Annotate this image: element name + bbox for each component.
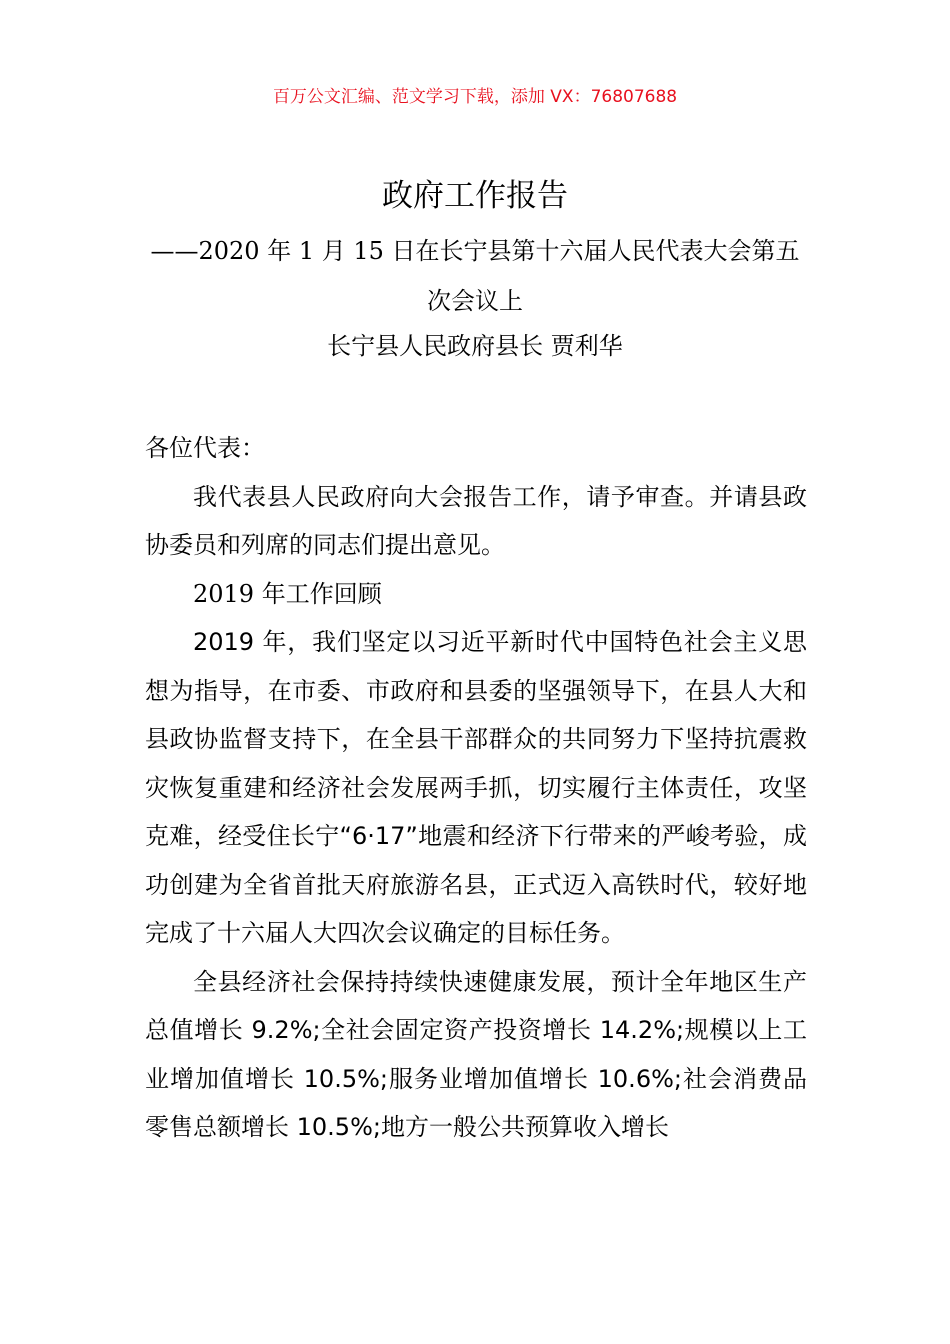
salutation: 各位代表：	[145, 434, 265, 462]
document-title: 政府工作报告	[382, 178, 568, 214]
document-body	[145, 424, 807, 1152]
review-paragraph: 2019 年，我们坚定以习近平新时代中国特色社会主义思想为指导，在市委、市政府和县委的坚强领导下，在县人大和县政协监督支持下，在全县干部群众的共同努力下坚持抗震救灾恢复重建和经济社会发展两手抓，切实履行主体责任，攻坚克难，经受住长宁“6·17”地震和经济下行带来的严峻考验，成功创建为全省首批天府旅游名县，正式迈入高铁时代，较好地完成了十六届人大四次会议确定的目标任务。	[145, 628, 807, 947]
economy-paragraph: 全县经济社会保持持续快速健康发展，预计全年地区生产总值增长 9.2%;全社会固定资产投资增长 14.2%;规模以上工业增加值增长 10.5%;服务业增加值增长 10.6%;社会消费品零售总额增长 10.5%;地方一般公共预算收入增长	[145, 967, 807, 1141]
document-subtitle: ——2020 年 1 月 15 日在长宁县第十六届人民代表大会第五次会议上	[150, 237, 800, 315]
section-heading: 2019 年工作回顾	[193, 579, 382, 608]
intro-paragraph: 我代表县人民政府向大会报告工作，请予审查。并请县政协委员和列席的同志们提出意见。	[145, 482, 807, 559]
document-author: 长宁县人民政府县长 贾利华	[327, 332, 623, 360]
download-banner: 百万公文汇编、范文学习下载，添加 VX：76807688	[272, 87, 678, 107]
